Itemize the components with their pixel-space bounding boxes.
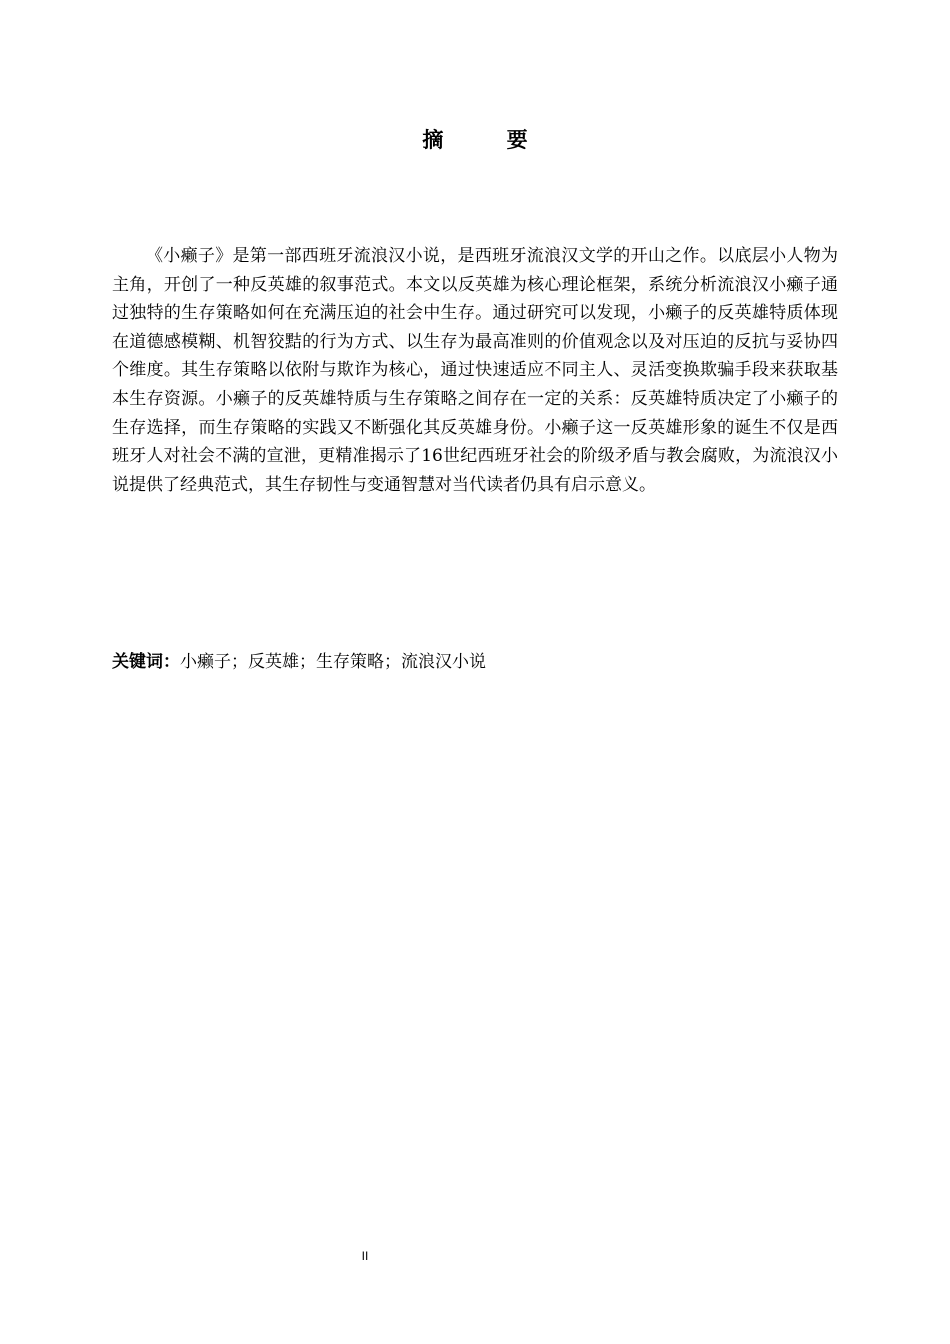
keywords-label: 关键词： (112, 652, 180, 672)
page-title: 摘 要 (422, 128, 556, 152)
abstract-paragraph: 《小癞子》是第一部西班牙流浪汉小说，是西班牙流浪汉文学的开山之作。以底层小人物为主角，开创了一种反英雄的叙事范式。本文以反英雄为核心理论框架，系统分析流浪汉小癞子通过独特的生存策略如何在充满压迫的社会中生存。通过研究可以发现，小癞子的反英雄特质体现在道德感模糊、机智狡黠的行为方式、以生存为最高准则的价值观念以及对压迫的反抗与妥协四个维度。其生存策略以依附与欺诈为核心，通过快速适应不同主人、灵活变换欺骗手段来获取基本生存资源。小癞子的反英雄特质与生存策略之间存在一定的关系：反英雄特质决定了小癞子的生存选择，而生存策略的实践又不断强化其反英雄身份。小癞子这一反英雄形象的诞生不仅是西班牙人对社会不满的宣泄，更精准揭示了16世纪西班牙社会的阶级矛盾与教会腐败，为流浪汉小说提供了经典范式，其生存韧性与变通智慧对当代读者仍具有启示意义。 (112, 246, 838, 495)
keywords-line (112, 648, 838, 676)
page-number: II (361, 1249, 369, 1263)
keywords-list: 小癞子；反英雄；生存策略；流浪汉小说 (180, 652, 486, 672)
